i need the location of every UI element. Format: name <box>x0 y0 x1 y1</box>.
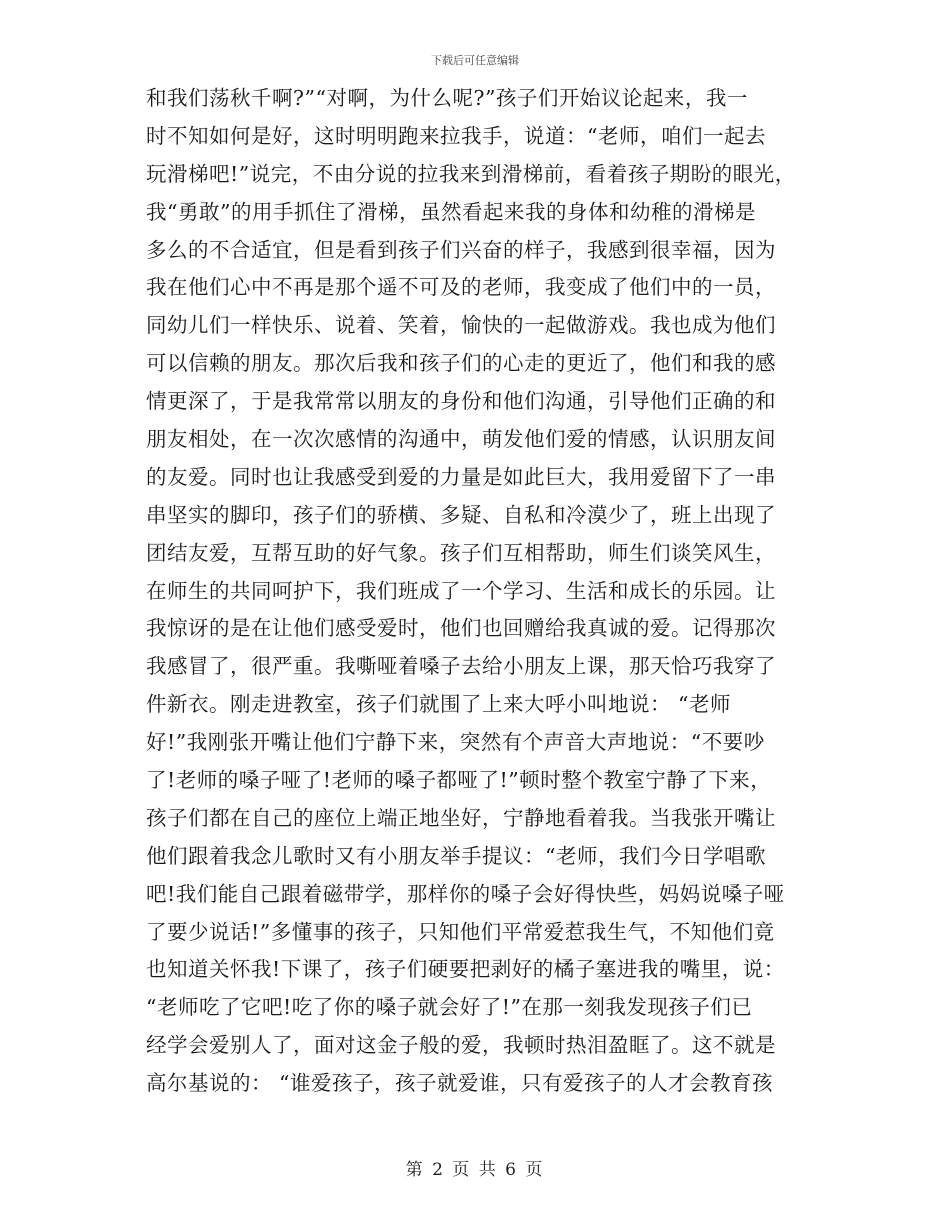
text-line: 件新衣。刚走进教室，孩子们就围了上来大呼小叫地说： “老师 <box>146 692 731 717</box>
page-header: 下载后可任意编辑 <box>431 54 519 67</box>
page-number: 第 2 页 共 6 页 <box>405 1160 545 1180</box>
text-line: 可以信赖的朋友。那次后我和孩子们的心走的更近了，他们和我的感 <box>146 351 776 376</box>
text-line: 我在他们心中不再是那个遥不可及的老师，我变成了他们中的一员， <box>146 275 776 300</box>
text-line: 在师生的共同呵护下，我们班成了一个学习、生活和成长的乐园。让 <box>146 578 776 603</box>
text-line: 了要少说话!”多懂事的孩子，只知他们平常爱惹我生气，不知他们竟 <box>146 919 775 944</box>
text-line: 高尔基说的： “谁爱孩子，孩子就爱谁，只有爱孩子的人才会教育孩 <box>146 1071 773 1096</box>
text-line: 时不知如何是好，这时明明跑来拉我手，说道：“老师，咱们一起去 <box>146 123 766 148</box>
text-line: 吧!我们能自己跟着磁带学，那样你的嗓子会好得快些，妈妈说嗓子哑 <box>146 881 785 906</box>
text-line: 我“勇敢”的用手抓住了滑梯，虽然看起来我的身体和幼稚的滑梯是 <box>146 199 756 224</box>
text-line: 我惊讶的是在让他们感受爱时，他们也回赠给我真诚的爱。记得那次 <box>146 616 776 641</box>
text-line: 我感冒了，很严重。我嘶哑着嗓子去给小朋友上课，那天恰巧我穿了 <box>146 654 776 679</box>
text-line: 孩子们都在自己的座位上端正地坐好，宁静地看着我。当我张开嘴让 <box>146 805 776 830</box>
text-line: 和我们荡秋千啊?”“对啊，为什么呢?”孩子们开始议论起来，我一 <box>146 86 748 110</box>
text-line: 经学会爱别人了，面对这金子般的爱，我顿时热泪盈眶了。这不就是 <box>146 1033 776 1058</box>
text-line: 团结友爱，互帮互助的好气象。孩子们互相帮助，师生们谈笑风生， <box>146 540 776 565</box>
text-line: 多么的不合适宜，但是看到孩子们兴奋的样子，我感到很幸福，因为 <box>146 237 776 262</box>
text-line: 的友爱。同时也让我感受到爱的力量是如此巨大，我用爱留下了一串 <box>146 464 776 489</box>
text-line: 他们跟着我念儿歌时又有小朋友举手提议：“老师，我们今日学唱歌 <box>146 843 766 868</box>
text-line: 了!老师的嗓子哑了!老师的嗓子都哑了!”顿时整个教室宁静了下来， <box>146 768 772 793</box>
text-line: 好!”我刚张开嘴让他们宁静下来，突然有个声音大声地说：“不要吵 <box>146 730 765 755</box>
text-line: 也知道关怀我!下课了，孩子们硬要把剥好的橘子塞进我的嘴里，说： <box>146 957 785 982</box>
text-line: 情更深了，于是我常常以朋友的身份和他们沟通，引导他们正确的和 <box>146 389 776 414</box>
text-line: 玩滑梯吧!”说完，不由分说的拉我来到滑梯前，看着孩子期盼的眼光， <box>146 161 796 186</box>
text-line: 朋友相处，在一次次感情的沟通中，萌发他们爱的情感，认识朋友间 <box>146 427 776 452</box>
text-line: 同幼儿们一样快乐、说着、笑着，愉快的一起做游戏。我也成为他们 <box>146 313 776 338</box>
text-line: “老师吃了它吧!吃了你的嗓子就会好了!”在那一刻我发现孩子们已 <box>146 995 753 1020</box>
text-line: 串坚实的脚印，孩子们的骄横、多疑、自私和冷漠少了，班上出现了 <box>146 502 776 527</box>
body-text <box>146 80 826 1103</box>
